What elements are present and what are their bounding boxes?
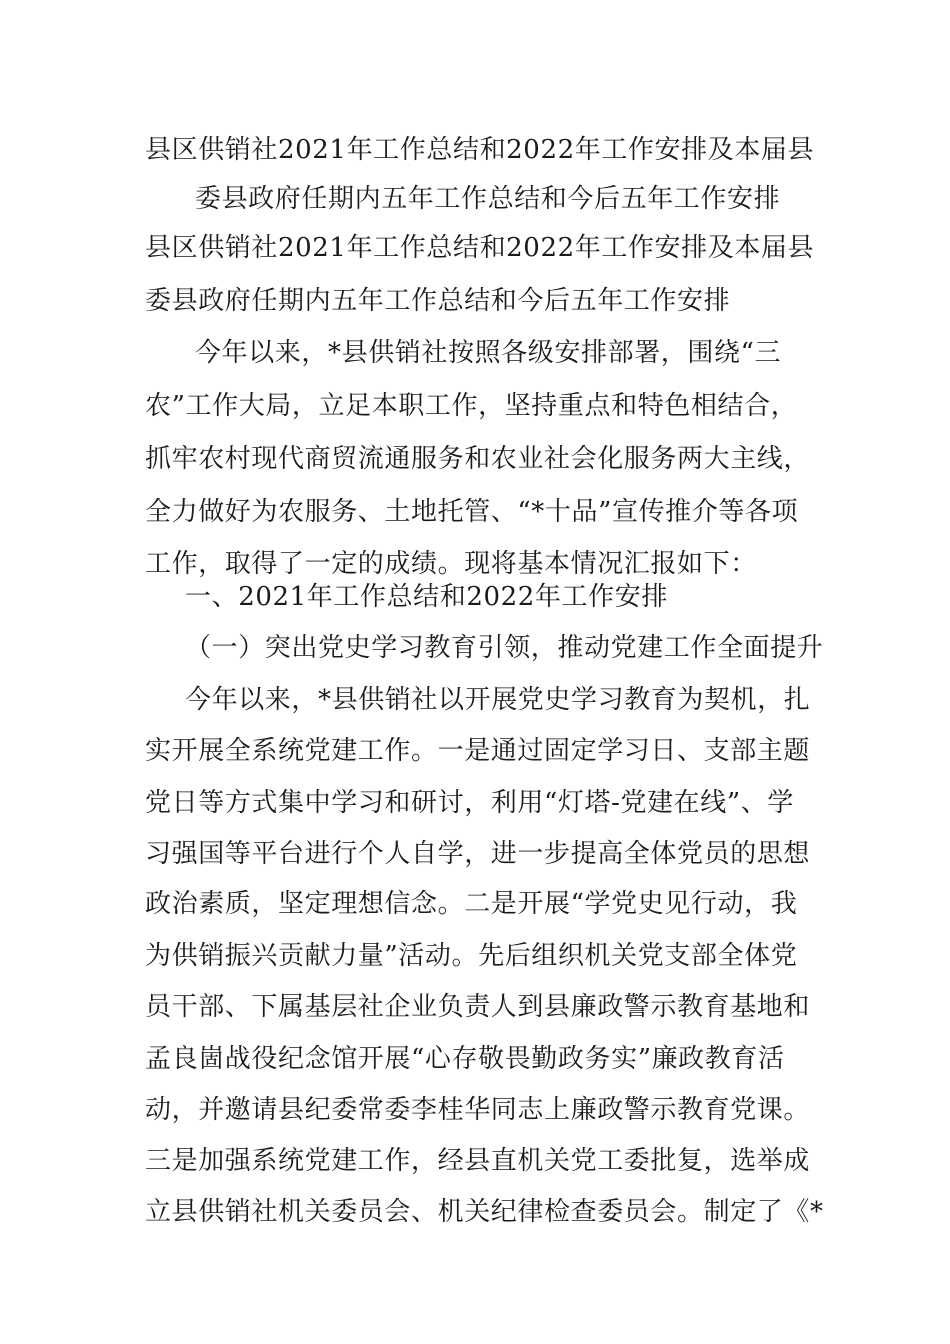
body-paragraph-line-3: 党日等方式集中学习和研讨，利用“灯塔-党建在线”、学	[145, 788, 794, 818]
intro-paragraph-line-2: 农”工作大局，立足本职工作，坚持重点和特色相结合，	[145, 391, 798, 421]
body-paragraph-line-10: 三是加强系统党建工作，经县直机关党工委批复，选举成	[145, 1146, 811, 1176]
subsection-heading: （一）突出党史学习教育引领，推动党建工作全面提升	[185, 633, 824, 663]
body-paragraph-line-7: 员干部、下属基层社企业负责人到县廉政警示教育基地和	[145, 992, 811, 1022]
intro-paragraph-line-4: 全力做好为农服务、土地托管、“*十品”宣传推介等各项	[145, 497, 799, 527]
title-repeat-line-2: 委县政府任期内五年工作总结和今后五年工作安排	[145, 286, 731, 316]
body-paragraph-line-1: 今年以来，*县供销社以开展党史学习教育为契机，扎	[185, 685, 811, 715]
title-repeat-line-1: 县区供销社2021年工作总结和2022年工作安排及本届县	[145, 233, 815, 263]
body-paragraph-line-9: 动，并邀请县纪委常委李桂华同志上廉政警示教育党课。	[145, 1095, 811, 1125]
title-line-1: 县区供销社2021年工作总结和2022年工作安排及本届县	[145, 135, 815, 165]
body-paragraph-line-8: 孟良崮战役纪念馆开展“心存敬畏勤政务实”廉政教育活	[145, 1044, 785, 1074]
intro-paragraph-line-5: 工作，取得了一定的成绩。现将基本情况汇报如下：	[145, 549, 757, 579]
body-paragraph-line-4: 习强国等平台进行个人自学，进一步提高全体党员的思想	[145, 839, 811, 869]
intro-paragraph-line-1: 今年以来，*县供销社按照各级安排部署，围绕“三	[195, 338, 782, 368]
body-paragraph-line-2: 实开展全系统党建工作。一是通过固定学习日、支部主题	[145, 736, 811, 766]
body-paragraph-line-11: 立县供销社机关委员会、机关纪律检查委员会。制定了《*	[145, 1197, 824, 1227]
section-heading: 一、2021年工作总结和2022年工作安排	[185, 582, 668, 612]
body-paragraph-line-5: 政治素质，坚定理想信念。二是开展“学党史见行动，我	[145, 889, 798, 919]
intro-paragraph-line-3: 抓牢农村现代商贸流通服务和农业社会化服务两大主线，	[145, 444, 811, 474]
title-line-2: 委县政府任期内五年工作总结和今后五年工作安排	[195, 184, 781, 214]
body-paragraph-line-6: 为供销振兴贡献力量”活动。先后组织机关党支部全体党	[145, 941, 798, 971]
